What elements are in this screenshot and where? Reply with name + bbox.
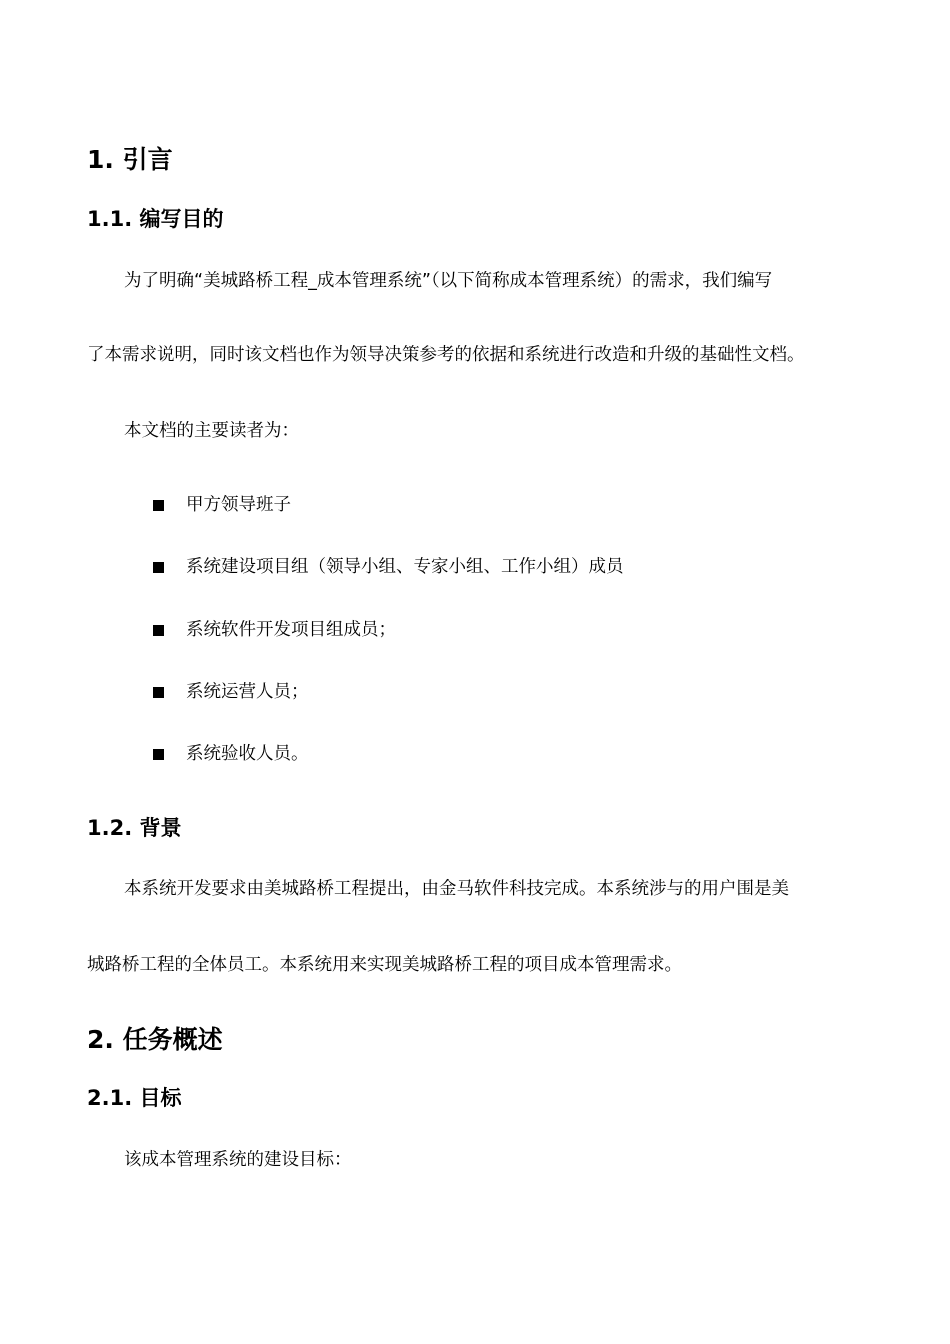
purpose-paragraph-line-2: 了本需求说明，同时该文档也作为领导决策参考的依据和系统进行改造和升级的基础性文档。 [87,345,805,365]
purpose-paragraph-line-1: 为了明确“美城路桥工程_成本管理系统”（以下简称成本管理系统）的需求，我们编写 [124,271,773,291]
square-bullet-icon [153,500,164,511]
list-item-text: 系统软件开发项目组成员； [186,620,396,640]
list-item [153,492,291,518]
section-2-1-heading: 2.1. 目标 [87,1086,182,1110]
square-bullet-icon [153,687,164,698]
background-paragraph-line-1: 本系统开发要求由美城路桥工程提出，由金马软件科技完成。本系统涉与的用户围是美 [124,879,789,899]
list-item-text: 甲方领导班子 [186,495,291,515]
list-item-text: 系统验收人员。 [186,744,309,764]
list-item-text: 系统运营人员； [186,682,309,702]
section-1-1-heading: 1.1. 编写目的 [87,207,224,231]
list-item [153,617,396,643]
square-bullet-icon [153,625,164,636]
square-bullet-icon [153,562,164,573]
section-1-heading: 1. 引言 [87,145,173,174]
background-paragraph-line-2: 城路桥工程的全体员工。本系统用来实现美城路桥工程的项目成本管理需求。 [87,955,682,975]
section-2-heading: 2. 任务概述 [87,1025,223,1054]
list-item [153,679,309,705]
list-item-text: 系统建设项目组（领导小组、专家小组、工作小组）成员 [186,557,624,577]
list-item [153,741,309,767]
readers-intro: 本文档的主要读者为： [124,421,299,441]
goals-intro: 该成本管理系统的建设目标： [124,1150,352,1170]
list-item [153,554,624,580]
square-bullet-icon [153,749,164,760]
section-1-2-heading: 1.2. 背景 [87,816,182,840]
